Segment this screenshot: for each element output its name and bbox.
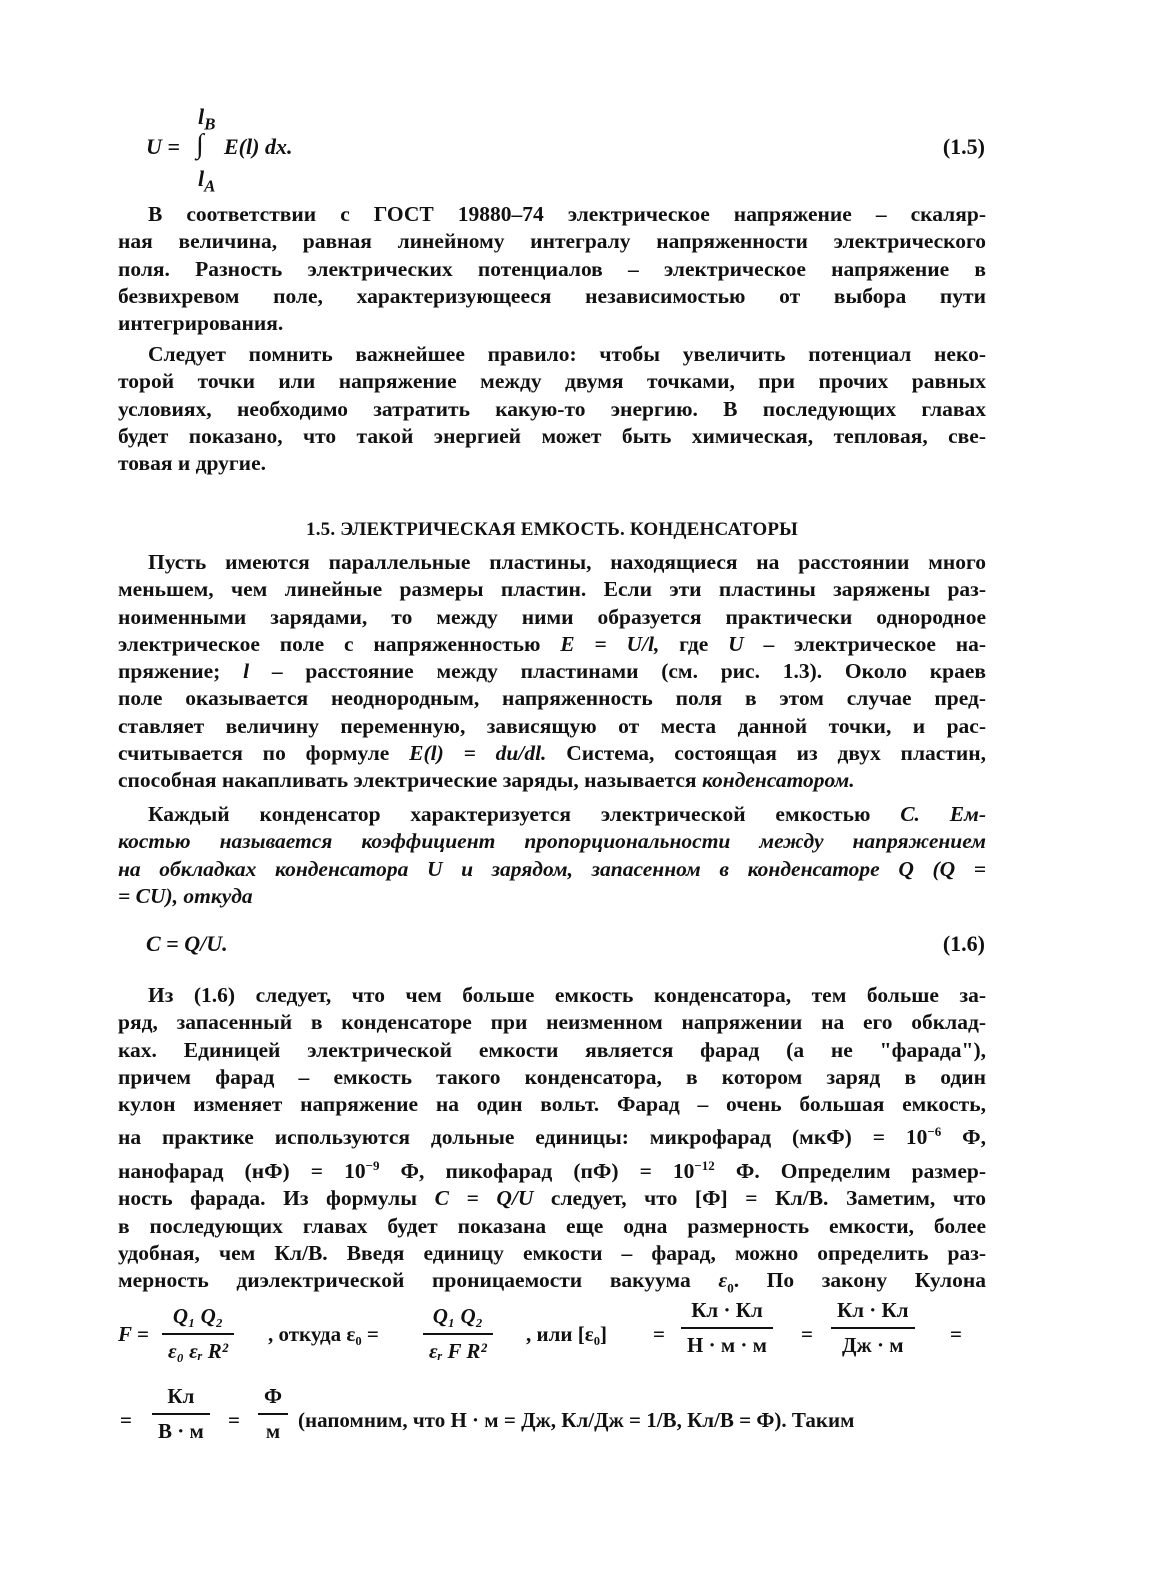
equals-sign: = — [801, 1322, 813, 1346]
text-line: интегрирования. — [118, 311, 284, 336]
text-remark: (напомним, что Н · м = Дж, Кл/Дж = 1/В, Кл/В = Ф). Таким — [298, 1408, 855, 1432]
text-line: пряжение; l – расстояние между пластинами (см. рис. 1.3). Около краев — [118, 659, 987, 684]
text-line: удобная, чем Кл/В. Введя единицу емкости – фарад, можно определить раз- — [118, 1240, 986, 1265]
text-line: будет показано, что такой энергией может быть химическая, тепловая, све- — [118, 423, 986, 448]
equals-sign: = — [228, 1408, 240, 1432]
integral-sign: ∫ — [196, 129, 204, 160]
text-line: В соответствии с ГОСТ 19880–74 электрическое напряжение – скаляр- — [148, 202, 986, 226]
fraction-coulomb: $\frac{\text{Q₁ Q₂}}{\text{ε₀ εᵣ R²}}$ — [162, 1304, 234, 1364]
text-line: мерность диэлектрической проницаемости вакуума $\varepsilon_0$. По закону Кулона — [118, 1268, 986, 1296]
fraction-units-2: Кл · Кл Дж · м — [831, 1298, 915, 1358]
integral-lower-sub: A — [204, 176, 216, 196]
text-line: ставляет величину переменную, зависящую от места данной точки, и рас- — [118, 713, 986, 738]
integral-upper-sub: B — [204, 114, 216, 134]
equation-1-5 — [146, 104, 346, 196]
text-line: ках. Единицей электрической емкости является фарад (а не "фарада"), — [118, 1037, 986, 1062]
paragraph-plates — [118, 549, 986, 795]
text-line: нанофарад $(нФ) = 10^{-9}$ Ф, пикофарад $(пФ) = 10^{-12}$ Ф. Определим размер- — [118, 1157, 986, 1184]
equation-1-6: C = Q/U. — [146, 931, 228, 956]
equals-sign: = — [950, 1322, 962, 1346]
equation-units-final — [118, 1380, 986, 1460]
integral-lower-limit: l — [198, 166, 205, 191]
paragraph-farad — [118, 982, 986, 1302]
integral-upper-limit: l — [198, 104, 205, 129]
fraction-kl-vm: Кл В · м — [152, 1384, 210, 1444]
text-line: способная накапливать электрические заряды, называется конденсатором. — [118, 768, 855, 793]
text-line: торой точки или напряжение между двумя точками, при прочих равных — [118, 369, 986, 394]
text-line: ноименными зарядами, то между ними образуется практически однородное — [118, 604, 986, 629]
text-line: Пусть имеются параллельные пластины, находящиеся на расстоянии много — [148, 550, 986, 574]
paragraph-gost — [118, 201, 986, 337]
text-line: поле оказывается неоднородным, напряженность поля в этом случае пред- — [118, 686, 986, 711]
text-line: безвихревом поле, характеризующееся независимостью от выбора пути — [118, 283, 986, 308]
equation-lhs: U = — [146, 134, 180, 159]
text-ili: , или [ε₀] — [526, 1322, 607, 1346]
text-line: = CU), откуда — [118, 883, 253, 908]
text-line: ная величина, равная линейному интегралу напряженности электрического — [118, 229, 986, 254]
equals-sign: = — [120, 1408, 132, 1432]
fraction-epsilon: $\frac{\text{Q₁ Q₂}}{\text{εᵣ F R²}}$ — [423, 1304, 493, 1364]
paragraph-rule — [118, 341, 986, 477]
text-line: причем фарад – емкость такого конденсатора, в котором заряд в один — [118, 1064, 986, 1089]
equation-number-1-6: (1.6) — [942, 931, 985, 956]
paragraph-capacitance-definition — [118, 801, 986, 910]
text-line: ность фарада. Из формулы C = Q/U следует, что [Ф] = Кл/В. Заметим, что — [118, 1186, 986, 1211]
text-line: условиях, необходимо затратить какую-то энергию. В последующих главах — [118, 396, 986, 421]
fraction-f-m: Ф м — [258, 1384, 288, 1444]
text-line: Следует помнить важнейшее правило: чтобы увеличить потенциал неко- — [148, 342, 986, 366]
text-line: кулон изменяет напряжение на один вольт. Фарад – очень большая емкость, — [118, 1092, 986, 1117]
text-odkuda: , откуда ε₀ = — [268, 1322, 379, 1346]
section-heading: 1.5. ЭЛЕКТРИЧЕСКАЯ ЕМКОСТЬ. КОНДЕНСАТОРЫ — [306, 519, 798, 540]
coulomb-lhs: F = — [118, 1322, 149, 1346]
equation-coulomb — [118, 1296, 986, 1376]
fraction-units-1: Кл · Кл Н · м · м — [681, 1298, 773, 1358]
text-line: на практике используются дольные единицы: микрофарад $(мкФ) = 10^{-6}$ Ф, — [118, 1124, 987, 1150]
text-line: товая и другие. — [118, 451, 266, 476]
text-line: Каждый конденсатор характеризуется электрической емкостью C. Ем- — [148, 802, 987, 826]
integrand: E(l) dx. — [224, 134, 293, 159]
equation-number-1-5: (1.5) — [942, 134, 985, 159]
equals-sign: = — [653, 1322, 665, 1346]
text-line: в последующих главах будет показана еще одна размерность емкости, более — [118, 1213, 986, 1238]
text-line: меньшем, чем линейные размеры пластин. Если эти пластины заряжены раз- — [118, 577, 986, 602]
text-line: Из (1.6) следует, что чем больше емкость конденсатора, тем больше за- — [148, 983, 986, 1007]
text-line: электрическое поле с напряженностью E = U/l, где U – электрическое на- — [118, 631, 987, 656]
text-line: на обкладках конденсатора U и зарядом, запасенном в конденсаторе Q (Q = — [118, 856, 986, 881]
text-line: поля. Разность электрических потенциалов – электрическое напряжение в — [118, 256, 986, 281]
text-line: ряд, запасенный в конденсаторе при неизменном напряжении на его обклад- — [118, 1010, 986, 1035]
text-line: костью называется коэффициент пропорциональности между напряжением — [118, 829, 986, 854]
text-line: считывается по формуле E(l) = du/dl. Система, состоящая из двух пластин, — [118, 741, 987, 766]
